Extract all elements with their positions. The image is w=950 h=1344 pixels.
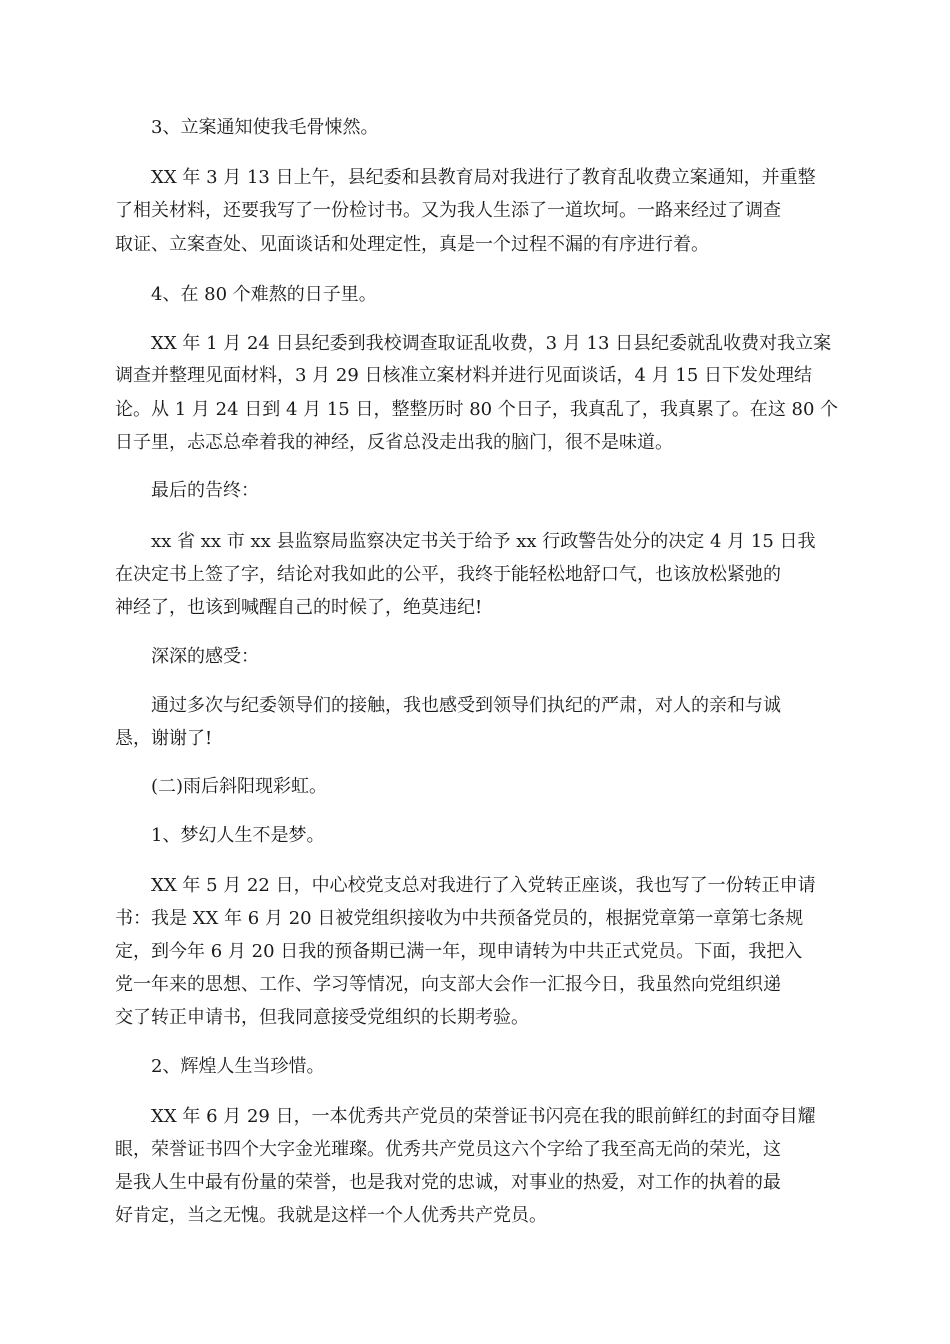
section-heading: 1、梦幻人生不是梦。 — [151, 825, 325, 846]
section-heading: 2、辉煌人生当珍惜。 — [151, 1056, 325, 1077]
section-heading: 3、立案通知使我毛骨悚然。 — [151, 117, 379, 138]
section-heading: (二)雨后斜阳现彩虹。 — [151, 776, 328, 797]
paragraph-line: 定，到今年 6 月 20 日我的预备期已满一年，现申请转为中共正式党员。下面，我把入 — [115, 941, 803, 962]
paragraph-line: 恳，谢谢了! — [115, 728, 213, 749]
paragraph-line: 了相关材料，还要我写了一份检讨书。又为我人生添了一道坎坷。一路来经过了调查 — [115, 200, 781, 221]
paragraph-line: xx 省 xx 市 xx 县监察局监察决定书关于给予 xx 行政警告处分的决定 4 月 15 日我 — [151, 531, 816, 552]
section-heading: 深深的感受： — [151, 646, 259, 667]
paragraph-line: 论。从 1 月 24 日到 4 月 15 日，整整历时 80 个日子，我真乱了，我真累了。在这 80 个 — [115, 399, 839, 420]
section-heading: 最后的告终： — [151, 480, 259, 501]
paragraph-line: XX 年 1 月 24 日县纪委到我校调查取证乱收费，3 月 13 日县纪委就乱收费对我立案 — [151, 333, 832, 354]
section-heading: 4、在 80 个难熬的日子里。 — [151, 284, 377, 305]
paragraph-line: 日子里，忐忑总牵着我的神经，反省总没走出我的脑门，很不是味道。 — [115, 432, 673, 453]
paragraph-line: 是我人生中最有份量的荣誉，也是我对党的忠诚，对事业的热爱，对工作的执着的最 — [115, 1172, 781, 1193]
paragraph-line: XX 年 6 月 29 日，一本优秀共产党员的荣誉证书闪亮在我的眼前鲜红的封面夺目耀 — [151, 1106, 816, 1127]
paragraph-line: 眼，荣誉证书四个大字金光璀璨。优秀共产党员这六个字给了我至高无尚的荣光，这 — [115, 1139, 781, 1160]
paragraph-line: 神经了，也该到喊醒自己的时候了，绝莫违纪! — [115, 597, 483, 618]
paragraph-line: 好肯定，当之无愧。我就是这样一个人优秀共产党员。 — [115, 1205, 547, 1226]
paragraph-line: 通过多次与纪委领导们的接触，我也感受到领导们执纪的严肃，对人的亲和与诚 — [151, 695, 781, 716]
paragraph-line: 交了转正申请书，但我同意接受党组织的长期考验。 — [115, 1007, 529, 1028]
paragraph-line: 调查并整理见面材料，3 月 29 日核准立案材料并进行见面谈话，4 月 15 日下发处理结 — [115, 365, 813, 386]
paragraph-line: 书：我是 XX 年 6 月 20 日被党组织接收为中共预备党员的，根据党章第一章第七条规 — [115, 908, 804, 929]
paragraph-line: XX 年 5 月 22 日，中心校党支总对我进行了入党转正座谈，我也写了一份转正申请 — [151, 875, 816, 896]
paragraph-line: 取证、立案查处、见面谈话和处理定性，真是一个过程不漏的有序进行着。 — [115, 234, 709, 255]
paragraph-line: XX 年 3 月 13 日上午，县纪委和县教育局对我进行了教育乱收费立案通知，并重整 — [151, 167, 816, 188]
paragraph-line: 在决定书上签了字，结论对我如此的公平，我终于能轻松地舒口气，也该放松紧弛的 — [115, 564, 781, 585]
paragraph-line: 党一年来的思想、工作、学习等情况，向支部大会作一汇报今日，我虽然向党组织递 — [115, 974, 781, 995]
